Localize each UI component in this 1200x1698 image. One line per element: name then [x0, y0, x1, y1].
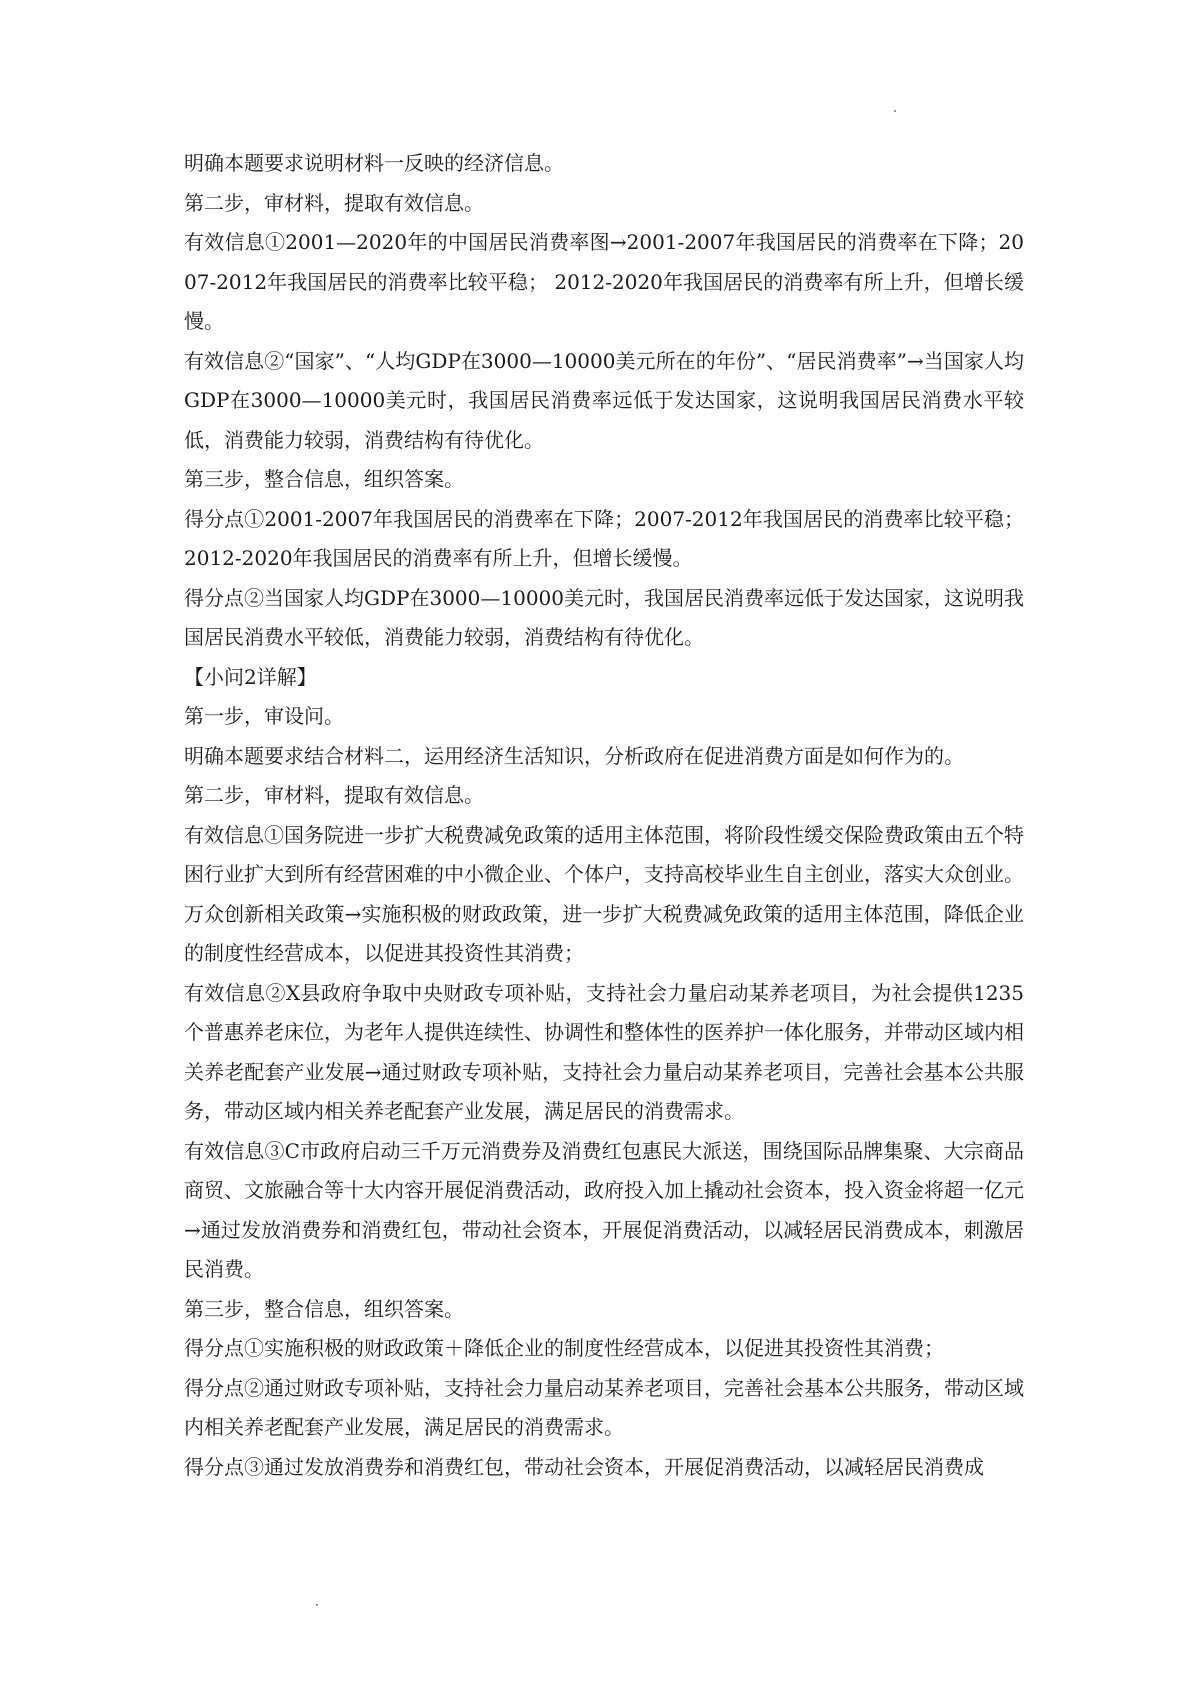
paragraph: 第一步，审设问。	[184, 704, 344, 728]
paragraph: 得分点②通过财政专项补贴，支持社会力量启动某养老项目，完善社会基本公共服务，带动区域内相关养老配套产业发展，满足居民的消费需求。	[184, 1375, 1024, 1439]
paragraph: 第三步，整合信息，组织答案。	[184, 1296, 464, 1321]
paragraph: 明确本题要求结合材料二，运用经济生活知识，分析政府在促进消费方面是如何作为的。	[184, 743, 964, 768]
scan-speck	[316, 1604, 318, 1606]
paragraph: 有效信息①2001—2020年的中国居民消费率图→2001-2007年我国居民的消费率在下降；2007-2012年我国居民的消费率比较平稳； 2012-2020年我国居民的消费率有所上升，但增长缓慢。	[184, 230, 1024, 333]
paragraph: 得分点①2001-2007年我国居民的消费率在下降；2007-2012年我国居民的消费率比较平稳；2012-2020年我国居民的消费率有所上升，但增长缓慢。	[184, 506, 1024, 570]
paragraph: 有效信息②“国家”、“人均GDP在3000—10000美元所在的年份”、“居民消费率”→当国家人均GDP在3000—10000美元时，我国居民消费率远低于发达国家，这说明我国居民消费水平较低，消费能力较弱，消费结构有待优化。	[184, 348, 1024, 452]
section-heading: 【小问2详解】	[184, 664, 317, 689]
paragraph: 得分点③通过发放消费券和消费红包，带动社会资本，开展促消费活动，以减轻居民消费成	[184, 1454, 984, 1479]
paragraph: 得分点②当国家人均GDP在3000—10000美元时，我国居民消费率远低于发达国家，这说明我国居民消费水平较低，消费能力较弱，消费结构有待优化。	[184, 585, 1024, 649]
paragraph: 第二步，审材料，提取有效信息。	[184, 190, 484, 215]
paragraph: 有效信息③C市政府启动三千万元消费券及消费红包惠民大派送，围绕国际品牌集聚、大宗商品商贸、文旅融合等十大内容开展促消费活动，政府投入加上撬动社会资本，投入资金将超一亿元→通过发放消费券和消费红包，带动社会资本，开展促消费活动，以减轻居民消费成本，刺激居民消费。	[184, 1138, 1024, 1281]
document-body	[184, 144, 1024, 1487]
paragraph: 第三步，整合信息，组织答案。	[184, 467, 464, 491]
scan-speck	[894, 110, 896, 112]
paragraph: 有效信息②X县政府争取中央财政专项补贴，支持社会力量启动某养老项目，为社会提供1235个普惠养老床位，为老年人提供连续性、协调性和整体性的医养护一体化服务，并带动区域内相关养老配套产业发展→通过财政专项补贴，支持社会力量启动某养老项目，完善社会基本公共服务，带动区域内相关养老配套产业发展，满足居民的消费需求。	[184, 980, 1024, 1123]
paragraph: 第二步，审材料，提取有效信息。	[184, 783, 484, 807]
paragraph: 有效信息①国务院进一步扩大税费减免政策的适用主体范围，将阶段性缓交保险费政策由五个特困行业扩大到所有经营困难的中小微企业、个体户，支持高校毕业生自主创业，落实大众创业。万众创新相关政策→实施积极的财政政策，进一步扩大税费减免政策的适用主体范围，降低企业的制度性经营成本，以促进其投资性其消费；	[184, 822, 1024, 965]
paragraph: 得分点①实施积极的财政政策＋降低企业的制度性经营成本，以促进其投资性其消费；	[184, 1336, 944, 1360]
paragraph: 明确本题要求说明材料一反映的经济信息。	[184, 151, 564, 175]
